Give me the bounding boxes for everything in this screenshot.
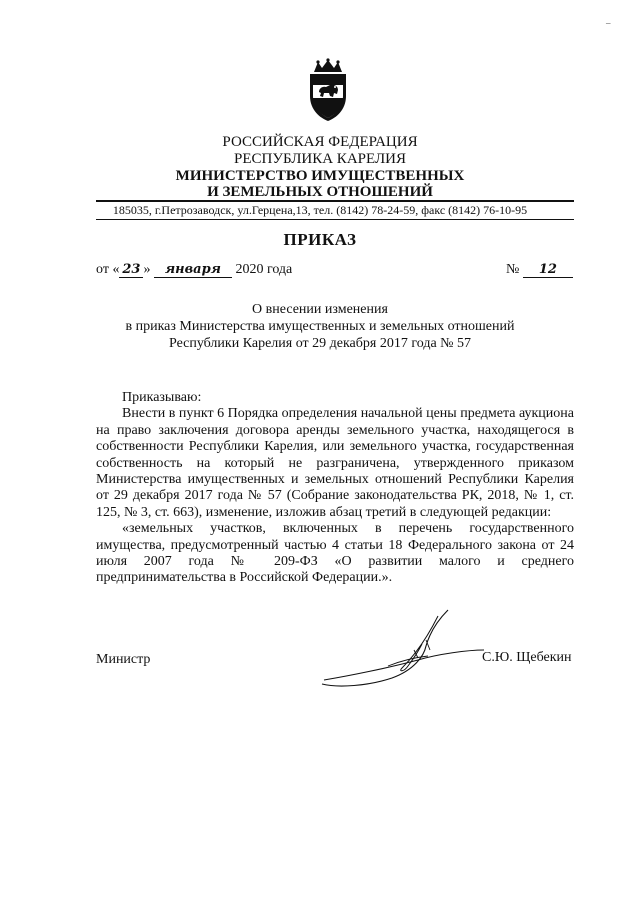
signature-name: С.Ю. Щебекин — [482, 650, 572, 665]
body-paragraph-2: «земельных участков, включенных в перечень государственного имущества, предусмотренный частью 4 статьи 18 Федерального закона от 24 июля 2007 года № 209-ФЗ «О развитии малого и среднего предпринимательства в Российской Федерации.». — [96, 521, 574, 586]
header-ministry-line2: И ЗЕМЕЛЬНЫХ ОТНОШЕНИЙ — [207, 184, 433, 200]
number-value: 12 — [523, 263, 573, 278]
subject-line1: О внесении изменения — [252, 302, 388, 317]
header-rule-thin — [96, 219, 574, 220]
header-address: 185035, г.Петрозаводск, ул.Герцена,13, тел. (8142) 78-24-59, факс (8142) 76-10-95 — [112, 203, 528, 217]
date-close-quote: » — [143, 262, 151, 277]
subject-line2: в приказ Министерства имущественных и земельных отношений — [125, 319, 515, 334]
coat-of-arms-emblem — [304, 58, 352, 122]
header-ministry-line1: МИНИСТЕРСТВО ИМУЩЕСТВЕННЫХ — [175, 168, 465, 184]
date-year: 2020 года — [235, 262, 293, 277]
body-paragraph-1: Внести в пункт 6 Порядка определения начальной цены предмета аукциона на право заключения договора аренды земельного участка, находящегося в собственности Республики Карелия, или земельного участка, государственная собственность на который не разграничена, утвержденного приказом Министерства имущественных и земельных отношений Республики Карелия от 29 декабря 2017 года № 57 (Собрание законодательства РК, 2018, № 1, ст. 125, № 3, ст. 663), изменение, изложив абзац третий в следующей редакции: — [96, 406, 574, 520]
header-country: РОССИЙСКАЯ ФЕДЕРАЦИЯ — [222, 134, 418, 150]
header-republic: РЕСПУБЛИКА КАРЕЛИЯ — [234, 151, 406, 167]
number-label: № — [506, 262, 520, 277]
order-body — [96, 390, 574, 587]
date-prefix: от — [96, 262, 109, 277]
signature-position: Министр — [96, 652, 151, 667]
date-month: января — [154, 263, 232, 278]
subject-line3: Республики Карелия от 29 декабря 2017 года № 57 — [168, 336, 472, 351]
date-open-quote: « — [112, 262, 120, 277]
date-day: 23 — [119, 263, 143, 278]
body-intro: Приказываю: — [122, 390, 202, 405]
document-type-title: ПРИКАЗ — [283, 230, 357, 249]
order-date — [96, 262, 292, 278]
header-rule-thick — [96, 200, 574, 202]
corner-mark: – — [606, 18, 611, 28]
order-number — [506, 262, 573, 278]
handwritten-signature — [318, 606, 488, 696]
